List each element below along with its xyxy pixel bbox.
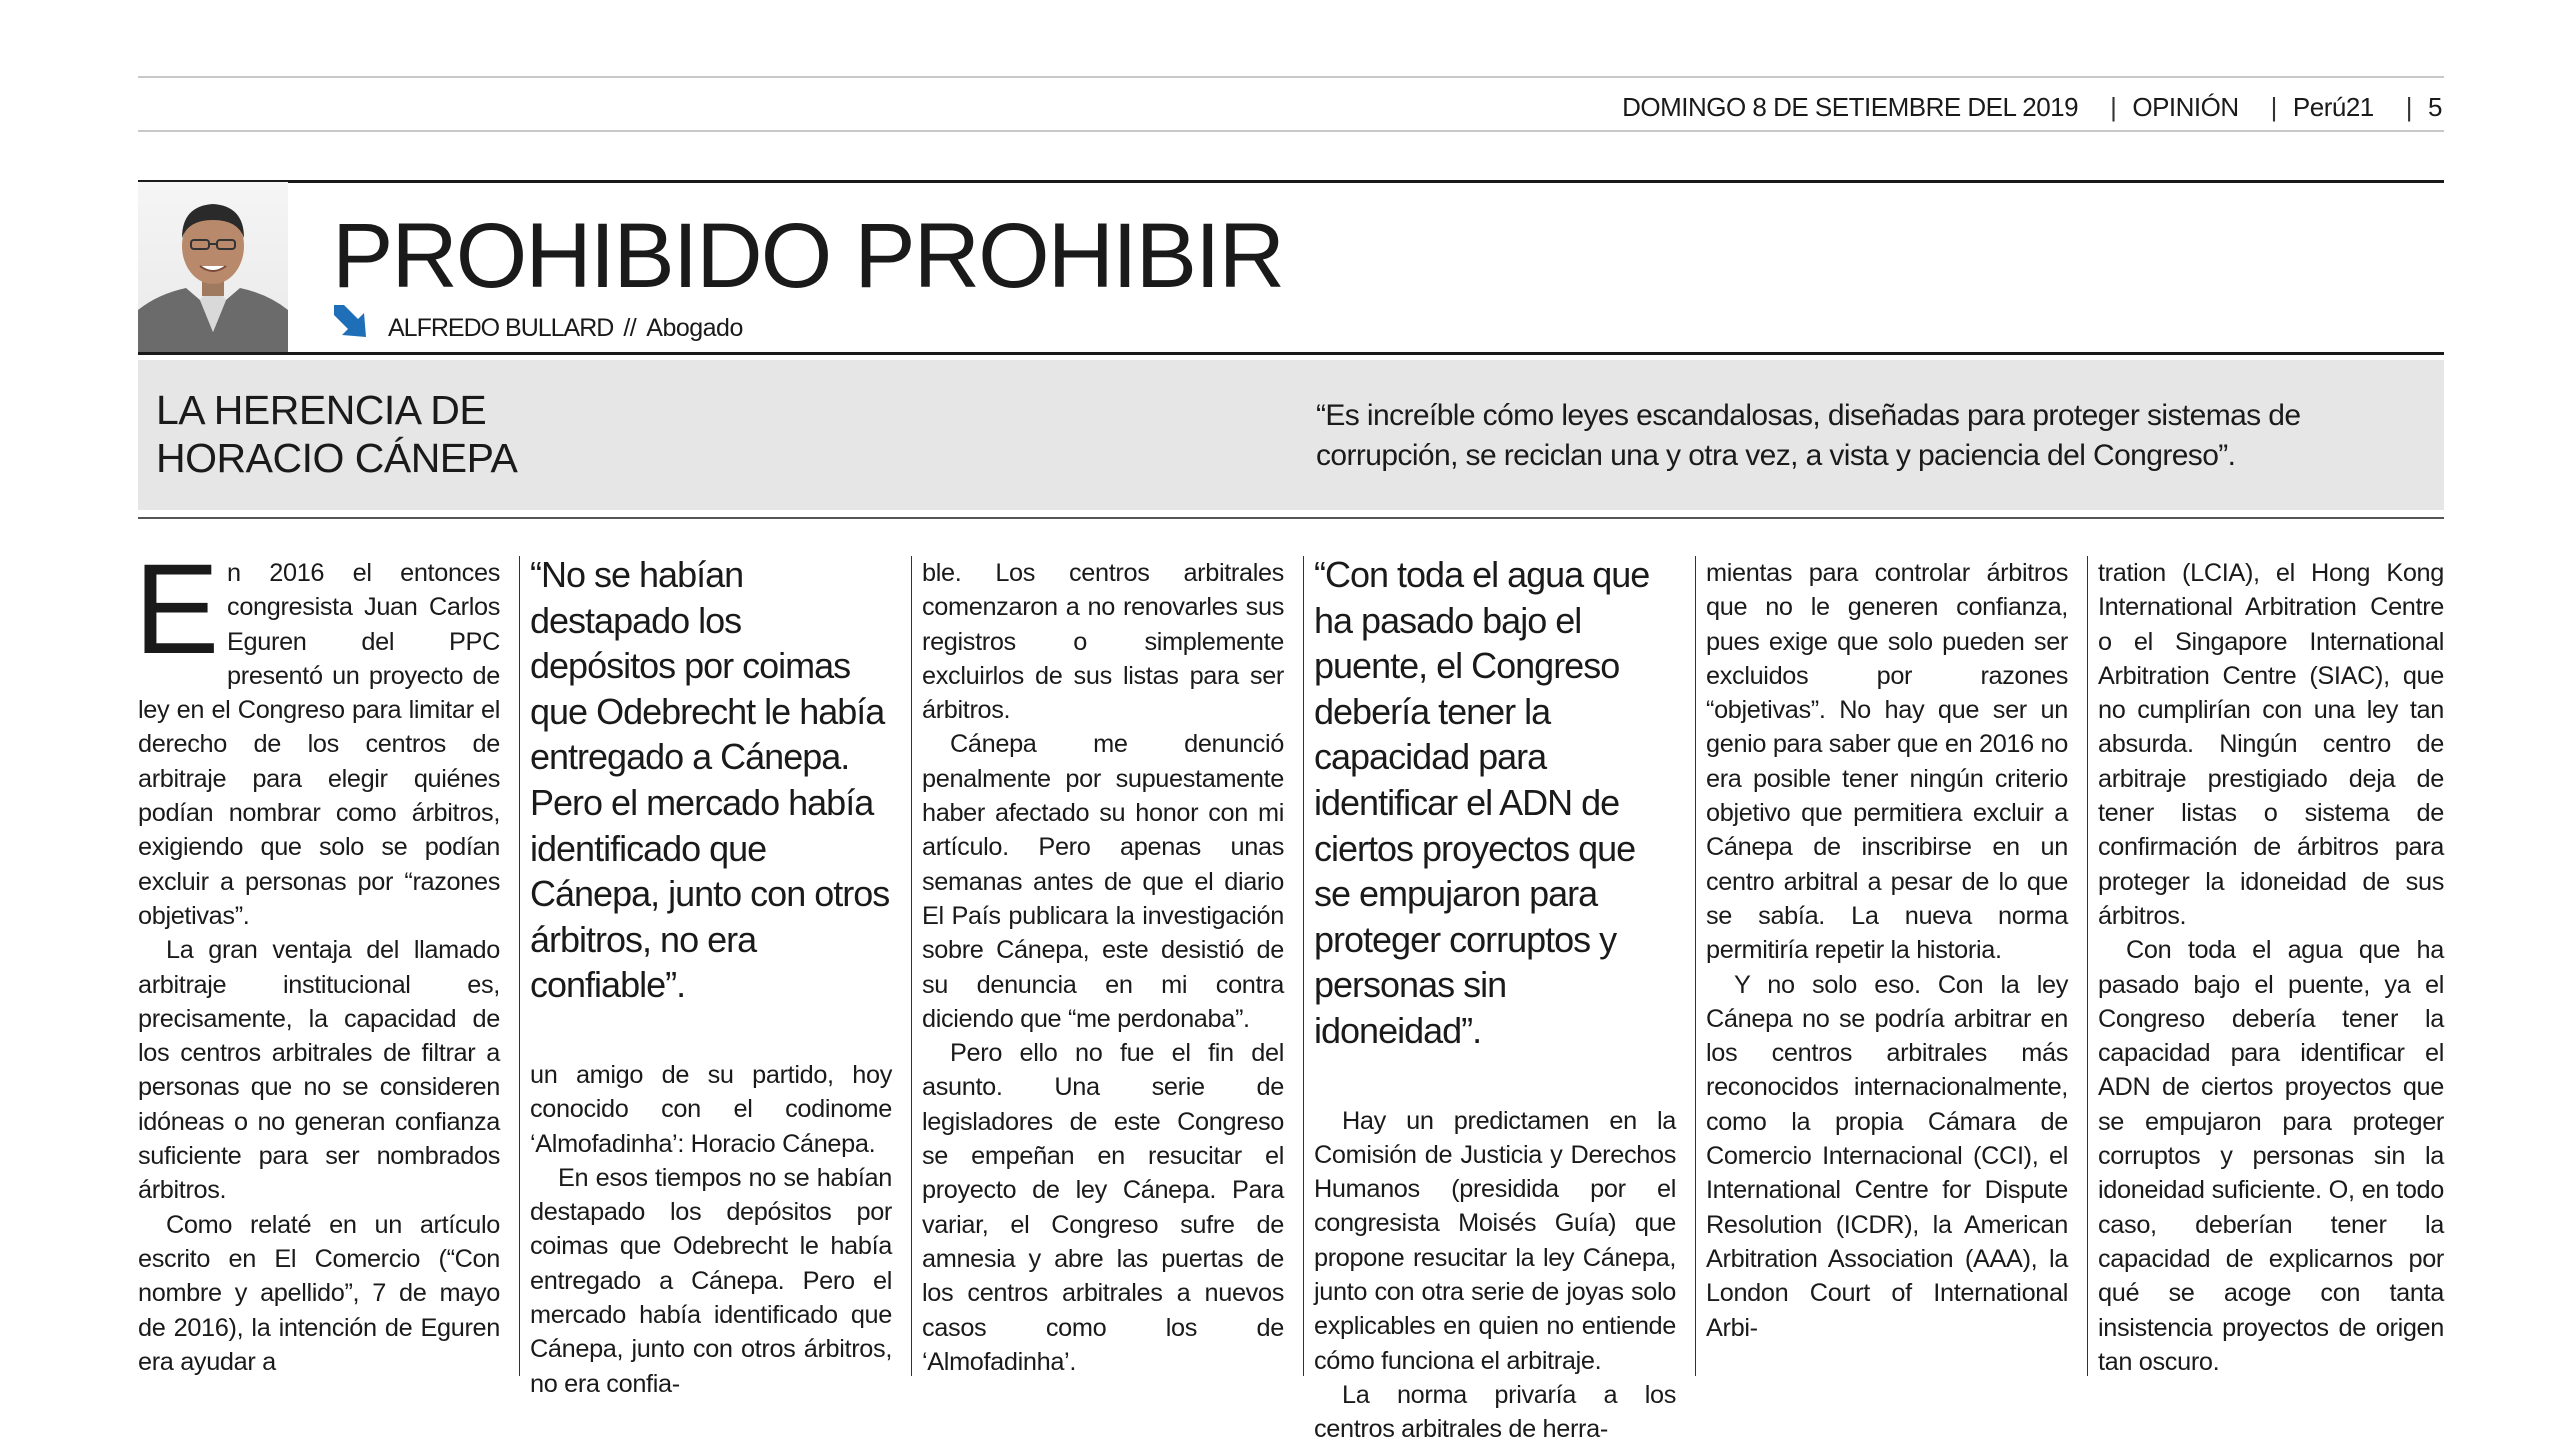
article-headline [156, 386, 756, 482]
paragraph [134, 538, 500, 933]
body-column-3 [922, 556, 1284, 1396]
folio-brand: Perú21 [2292, 91, 2374, 122]
folio-date: DOMINGO 8 DE SETIEMBRE DEL 2019 [1622, 91, 2079, 122]
body-column-2 [530, 556, 892, 1396]
body-column-6 [2098, 556, 2444, 1396]
paragraph: La norma privaría a los centros arbitrales de herra- [1314, 1380, 1676, 1444]
folio-separator: | [2405, 91, 2413, 122]
article-body [134, 538, 2444, 1444]
pull-quote: “No se habían destapado los depósitos por coimas que Odebrecht le había entregado a Cánepa. Pero el mercado había identificado que Cánepa, junto con otros árbitros, no era confiable”. [530, 554, 890, 1006]
author-role: Abogado [646, 313, 743, 342]
author-photo [138, 182, 288, 352]
top-rule [138, 76, 2444, 78]
author-name: ALFREDO BULLARD [388, 313, 614, 342]
paragraph: tration (LCIA), el Hong Kong International Arbitration Centre o el Singapore International Arbitration Centre (SIAC), que no cumplirían con una ley tan absurda. Ningún centro de arbitraje prestigiado deja de tener listas o sistema de confirmación de árbitros para proteger la idoneidad de sus árbitros. [2098, 559, 2444, 930]
article-deck [138, 360, 2444, 510]
column-divider [911, 556, 912, 1376]
byline-separator: // [623, 313, 637, 342]
folio-section: OPINIÓN [2132, 91, 2239, 122]
column-divider [2087, 556, 2088, 1376]
deck-bottom-rule [138, 517, 2444, 519]
paragraph: mientas para controlar árbitros que no le generen confianza, pues exige que solo pueden ser excluidos por razones “objetivas”. No hay que ser un genio para saber que en 2016 no era posible tener ningún criterio objetivo que permitiera excluir a Cánepa de inscribirse en un centro arbitral a pesar de lo que se sabía. La nueva norma permitiría repetir la historia. [1706, 559, 2068, 965]
column-header-bottom-rule [138, 352, 2444, 355]
folio-line [1622, 90, 2442, 124]
column-title [332, 205, 1284, 307]
author-portrait-icon [138, 182, 288, 352]
paragraph: ble. Los centros arbitrales comenzaron a no renovarles sus registros o simplemente excluirlos de sus listas para ser árbitros. [922, 559, 1284, 725]
paragraph: Pero ello no fue el fin del asunto. Una serie de legisladores de este Congreso se empeñan en resucitar el proyecto de ley Cánepa. Para variar, el Congreso sufre de amnesia y abre las puertas de los centros arbitrales a nuevos casos como los de ‘Almofadinha’. [922, 1039, 1284, 1376]
column-divider [1303, 556, 1304, 1376]
body-column-5 [1706, 556, 2068, 1396]
arrow-down-right-icon [332, 301, 374, 341]
paragraph: Cánepa me denunció penalmente por supuestamente haber afectado su honor con mi artículo. Pero apenas unas semanas antes de que el diario El País publicara la investigación sobre Cánepa, este desistió de su denuncia en mi contra diciendo que “me perdonaba”. [922, 730, 1284, 1033]
paragraph: un amigo de su partido, hoy conocido con el codinome ‘Almofadinha’: Horacio Cánepa. [530, 1060, 892, 1158]
paragraph: Hay un predictamen en la Comisión de Justicia y Derechos Humanos (presidida por el congresista Moisés Guía) que propone resucitar la ley Cánepa, junto con otra serie de joyas solo explicables en quien no entiende cómo funciona el arbitraje. [1314, 1106, 1676, 1375]
column-divider [519, 556, 520, 1376]
column-title-word-1: PROHIBIDO [332, 205, 831, 307]
deck-pull-quote: “Es increíble cómo leyes escandalosas, diseñadas para proteger sistemas de corrupción, se reciclan una y otra vez, a vista y paciencia del Congreso”. [1316, 399, 2301, 472]
paragraph: La gran ventaja del llamado arbitraje institucional es, precisamente, la capacidad de los centros arbitrales de filtrar a personas que no se consideren idóneas o no generan confianza suficiente para ser nombrados árbitros. [138, 936, 500, 1205]
paragraph: En esos tiempos no se habían destapado los depósitos por coimas que Odebrecht le había entregado a Cánepa. Pero el mercado había identificado que Cánepa, junto con otros árbitros, no era confia- [530, 1163, 892, 1398]
headline-line-2: HORACIO CÁNEPA [156, 435, 518, 481]
headline-line-1: LA HERENCIA DE [156, 387, 487, 433]
column-divider [1695, 556, 1696, 1376]
folio-separator: | [2270, 91, 2277, 122]
byline [332, 312, 743, 344]
paragraph: Como relaté en un artículo escrito en El Comercio (“Con nombre y apellido”, 7 de mayo de 2016), la intención de Eguren era ayudar a [138, 1210, 500, 1376]
column-title-word-2: PROHIBIR [854, 205, 1284, 307]
folio-page-number: 5 [2428, 91, 2442, 122]
paragraph: Y no solo eso. Con la ley Cánepa no se podría arbitrar en los centros arbitrales más reconocidos internacionalmente, como la propia Cámara de Comercio Internacional (CCI), el International Centre for Dispute Resolution (ICDR), la American Arbitration Association (AAA), la London Court of International Arbi- [1706, 970, 2068, 1342]
body-column-4 [1314, 554, 1676, 1444]
folio-separator: | [2110, 91, 2117, 122]
folio-rule [138, 130, 2444, 132]
paragraph-text: n 2016 el entonces congresista Juan Carlos Eguren del PPC presentó un proyecto de ley en el Congreso para limitar el derecho de los centros de arbitraje para elegir quiénes podían nombrar como árbitros, exigiendo que solo se podían excluir a personas por “razones objetivas”. [138, 559, 500, 930]
drop-cap: E [134, 538, 220, 681]
paragraph: Con toda el agua que ha pasado bajo el puente, ya el Congreso debería tener la capacidad para identificar el ADN de ciertos proyectos que se empujaron para proteger corruptos y personas sin la idoneidad suficiente. O, en todo caso, deberían tener la capacidad de explicarnos por qué se acoge con tanta insistencia proyectos de origen tan oscuro. [2098, 936, 2444, 1376]
pull-quote: “Con toda el agua que ha pasado bajo el puente, el Congreso debería tener la capacidad para identificar el ADN de ciertos proyectos que se empujaron para proteger corruptos y personas sin idoneidad”. [1314, 554, 1650, 1051]
body-column-1 [134, 538, 500, 1396]
column-header-rule [138, 180, 2444, 183]
